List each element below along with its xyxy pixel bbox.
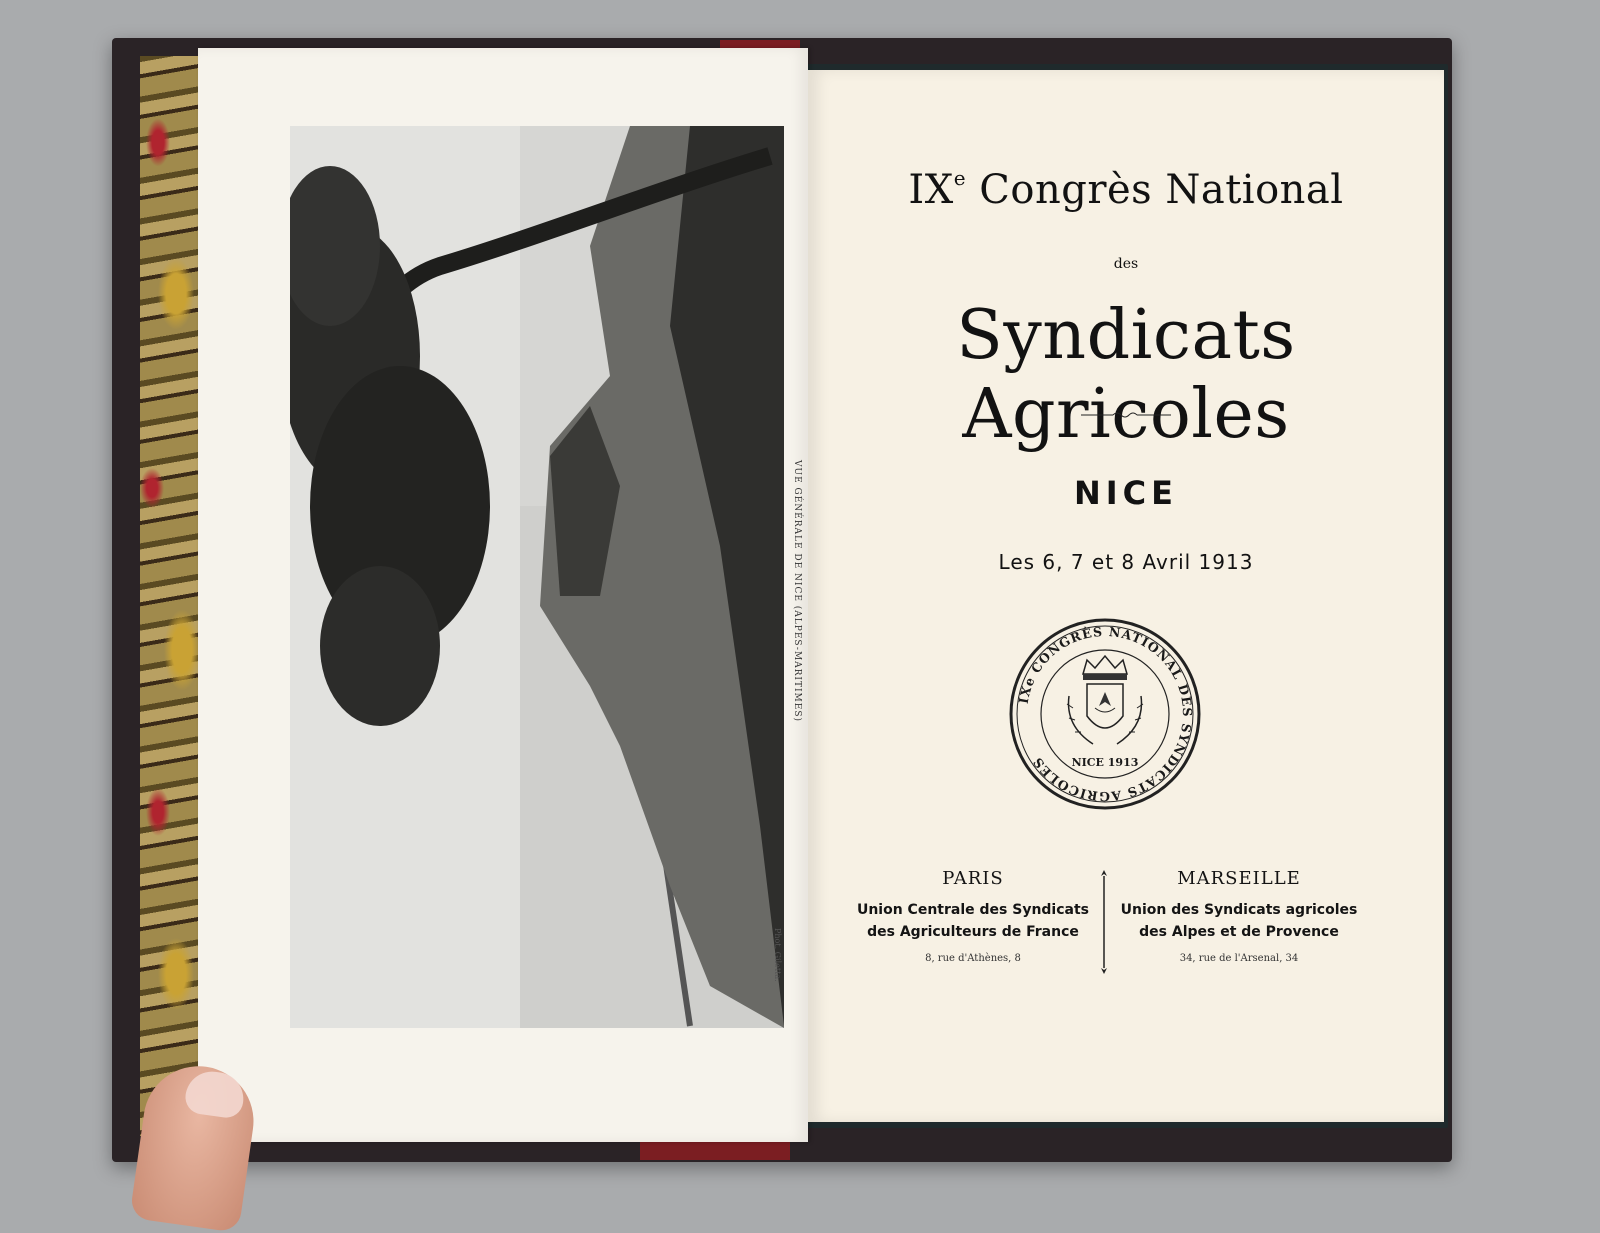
plate-caption bbox=[792, 460, 802, 723]
plate-caption-text: VUE GÉNÉRALE DE NICE (ALPES-MARITIMES) bbox=[792, 460, 802, 723]
marbled-endpaper bbox=[140, 56, 200, 1136]
imprint-address-paris: 8, rue d'Athènes, 8 bbox=[925, 953, 1021, 964]
congress-number: IX bbox=[908, 167, 954, 213]
photo-credit-text: Phot. Giletta. bbox=[773, 928, 782, 982]
imprint-divider bbox=[1100, 870, 1108, 974]
imprint-org-marseille-line2: des Alpes et de Provence bbox=[1139, 924, 1339, 940]
main-title: Syndicats Agricoles bbox=[956, 296, 1296, 454]
imprint-marseille bbox=[1114, 868, 1364, 964]
nice-panorama-photo bbox=[290, 126, 784, 1028]
imprint-org-paris-line2: des Agriculteurs de France bbox=[867, 924, 1079, 940]
imprint-paris bbox=[848, 868, 1098, 964]
photo-credit bbox=[772, 928, 782, 1018]
city-name: NICE bbox=[1073, 474, 1179, 512]
congress-title-rest: Congrès National bbox=[966, 167, 1344, 213]
imprint-block bbox=[848, 868, 1368, 978]
imprint-city-paris: PARIS bbox=[942, 868, 1004, 889]
ornament-rule bbox=[808, 404, 1444, 423]
congress-title bbox=[808, 166, 1444, 213]
seal-outer-text: IXe CONGRÈS NATIONAL DES SYNDICATS AGRICOLES bbox=[1015, 623, 1196, 805]
imprint-org-paris-line1: Union Centrale des Syndicats bbox=[856, 902, 1090, 918]
imprint-city-marseille: MARSEILLE bbox=[1177, 868, 1301, 889]
congress-seal-emblem bbox=[1007, 616, 1203, 812]
seal-inner-text: NICE 1913 bbox=[1071, 756, 1139, 769]
ordinal-superscript: e bbox=[953, 166, 967, 190]
imprint-address-marseille: 34, rue de l'Arsenal, 34 bbox=[1179, 953, 1299, 964]
imprint-org-marseille-line1: Union des Syndicats agricoles bbox=[1120, 902, 1358, 918]
congress-dates: Les 6, 7 et 8 Avril 1913 bbox=[998, 550, 1254, 574]
title-des: des bbox=[1113, 256, 1139, 272]
